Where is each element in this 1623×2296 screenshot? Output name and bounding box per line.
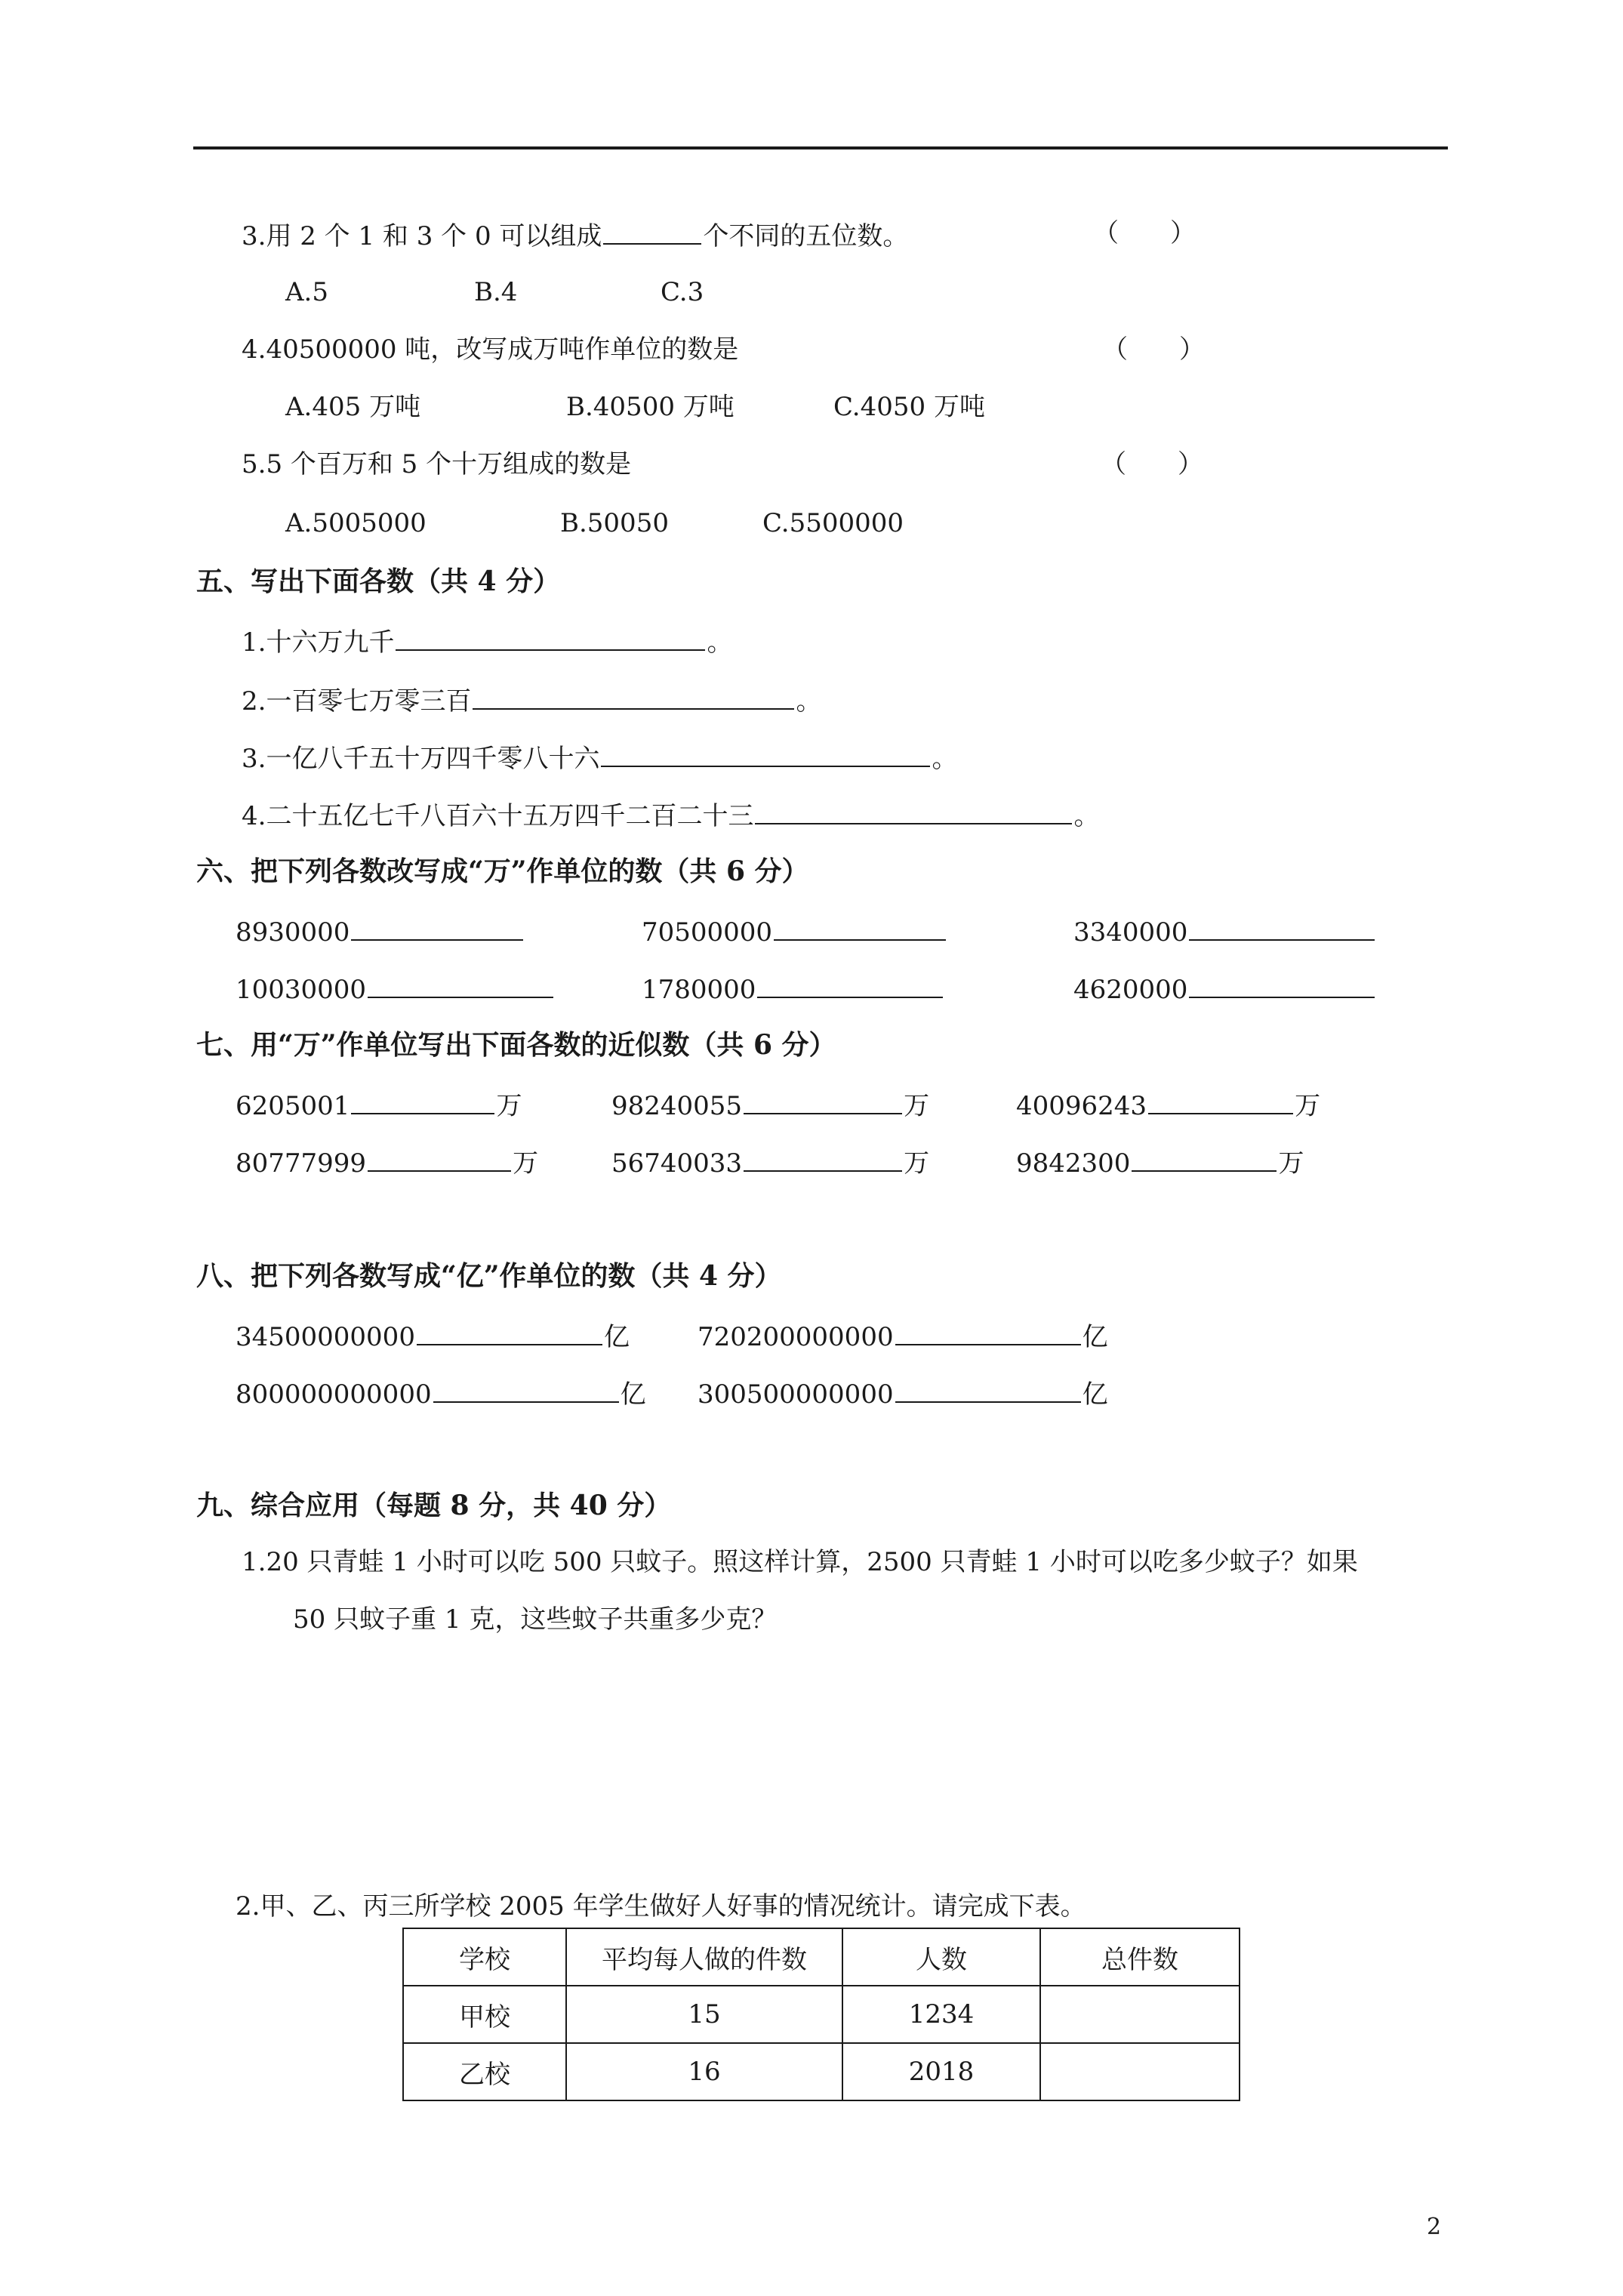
section-7-item xyxy=(1016,1090,1320,1119)
answer-blank[interactable] xyxy=(757,974,943,998)
answer-blank[interactable] xyxy=(433,1379,619,1403)
item-text: 4.二十五亿七千八百六十五万四千二百二十三 xyxy=(242,801,754,831)
number: 56740033 xyxy=(611,1148,743,1179)
answer-blank[interactable] xyxy=(351,917,523,941)
number: 70500000 xyxy=(642,917,773,948)
number: 9842300 xyxy=(1016,1148,1131,1179)
answer-blank[interactable] xyxy=(603,220,701,245)
problem-2-intro: 2.甲、乙、丙三所学校 2005 年学生做好人好事的情况统计。请完成下表。 xyxy=(236,1891,1086,1922)
table-header-cell: 平均每人做的件数 xyxy=(566,1928,842,1986)
unit: 亿 xyxy=(1082,1322,1108,1352)
number: 40096243 xyxy=(1016,1091,1147,1121)
answer-blank[interactable] xyxy=(1132,1148,1277,1172)
option-a: A.5005000 xyxy=(285,508,427,538)
answer-blank[interactable] xyxy=(1189,917,1375,941)
number: 98240055 xyxy=(611,1091,743,1121)
table-row xyxy=(403,1986,1240,2043)
unit: 万 xyxy=(496,1091,522,1121)
question-3-text-end: 个不同的五位数。 xyxy=(703,221,909,251)
option-b: B.40500 万吨 xyxy=(566,392,735,422)
number: 3340000 xyxy=(1073,917,1188,948)
section-7-heading: 七、用“万”作单位写出下面各数的近似数（共 6 分） xyxy=(196,1029,836,1061)
statistics-table xyxy=(402,1928,1240,2101)
item-text: 3.一亿八千五十万四千零八十六 xyxy=(242,744,600,774)
answer-blank[interactable] xyxy=(396,627,705,651)
section-7-item xyxy=(1016,1148,1304,1179)
table-cell: 2018 xyxy=(842,2043,1040,2100)
period: 。 xyxy=(707,627,733,658)
number: 300500000000 xyxy=(698,1379,894,1410)
number: 800000000000 xyxy=(236,1379,432,1410)
number: 34500000000 xyxy=(236,1322,415,1352)
option-a: A.405 万吨 xyxy=(285,392,421,422)
table-cell: 15 xyxy=(566,1986,842,2043)
table-header-cell: 人数 xyxy=(842,1928,1040,1986)
section-7-item xyxy=(236,1148,539,1179)
section-6-item xyxy=(236,974,555,1003)
section-5-item xyxy=(242,743,957,772)
table-header-cell: 总件数 xyxy=(1040,1928,1240,1986)
section-8-item xyxy=(236,1321,630,1350)
answer-blank[interactable] xyxy=(473,686,794,710)
section-5-item xyxy=(242,800,1099,829)
number: 6205001 xyxy=(236,1091,350,1121)
number: 1780000 xyxy=(642,975,756,1005)
number: 10030000 xyxy=(236,975,367,1005)
number: 8930000 xyxy=(236,917,350,948)
section-8-item xyxy=(698,1379,1108,1410)
unit: 亿 xyxy=(620,1379,646,1410)
period: 。 xyxy=(796,686,822,717)
answer-blank[interactable] xyxy=(774,917,946,941)
unit: 亿 xyxy=(603,1322,630,1352)
option-b: B.50050 xyxy=(560,508,669,538)
answer-blank[interactable] xyxy=(417,1321,602,1345)
table-cell: 甲校 xyxy=(403,1986,566,2043)
item-text: 2.一百零七万零三百 xyxy=(242,686,472,717)
question-5-text: 5.5 个百万和 5 个十万组成的数是 xyxy=(242,449,632,479)
table-header-cell: 学校 xyxy=(403,1928,566,1986)
section-5-item xyxy=(242,686,822,717)
answer-blank[interactable] xyxy=(351,1090,494,1114)
answer-blank[interactable] xyxy=(895,1321,1081,1345)
unit: 亿 xyxy=(1082,1379,1108,1410)
section-5-item xyxy=(242,627,733,658)
answer-paren[interactable]: （ ） xyxy=(1101,449,1203,479)
question-4-text: 4.40500000 吨，改写成万吨作单位的数是 xyxy=(242,334,739,365)
table-cell: 16 xyxy=(566,2043,842,2100)
page-number: 2 xyxy=(1427,2214,1442,2240)
section-6-item xyxy=(1073,974,1376,1003)
option-b: B.4 xyxy=(474,277,518,307)
section-6-heading: 六、把下列各数改写成“万”作单位的数（共 6 分） xyxy=(196,855,809,887)
section-7-item xyxy=(611,1148,930,1179)
answer-blank[interactable] xyxy=(1189,974,1375,998)
answer-blank[interactable] xyxy=(744,1148,902,1172)
item-text: 1.十六万九千 xyxy=(242,627,395,658)
answer-blank[interactable] xyxy=(368,1148,511,1172)
section-7-item xyxy=(611,1090,929,1119)
unit: 万 xyxy=(513,1148,539,1179)
table-row xyxy=(403,2043,1240,2100)
option-c: C.4050 万吨 xyxy=(833,392,985,422)
period: 。 xyxy=(1073,801,1100,831)
answer-paren[interactable]: （ ） xyxy=(1102,334,1205,365)
option-c: C.3 xyxy=(661,277,704,307)
section-6-item xyxy=(1073,917,1376,948)
section-8-item xyxy=(698,1321,1108,1350)
number: 720200000000 xyxy=(698,1322,894,1352)
header-rule xyxy=(193,146,1448,149)
unit: 万 xyxy=(904,1148,930,1179)
section-6-item xyxy=(642,917,947,948)
answer-blank[interactable] xyxy=(601,743,930,767)
section-6-item xyxy=(642,974,944,1003)
question-3-text: 3.用 2 个 1 和 3 个 0 可以组成 xyxy=(242,221,602,251)
option-c: C.5500000 xyxy=(762,508,904,538)
number: 4620000 xyxy=(1073,975,1188,1005)
answer-blank[interactable] xyxy=(755,800,1072,824)
section-7-item xyxy=(236,1090,522,1119)
section-6-item xyxy=(236,917,525,948)
table-cell: 1234 xyxy=(842,1986,1040,2043)
unit: 万 xyxy=(1278,1148,1304,1179)
answer-paren[interactable]: （ ） xyxy=(1093,218,1196,248)
table-cell-answer[interactable] xyxy=(1040,2043,1240,2100)
number: 80777999 xyxy=(236,1148,367,1179)
question-3 xyxy=(242,220,908,249)
section-5-heading: 五、写出下面各数（共 4 分） xyxy=(196,566,561,597)
unit: 万 xyxy=(1295,1091,1321,1121)
section-8-heading: 八、把下列各数写成“亿”作单位的数（共 4 分） xyxy=(196,1260,782,1292)
period: 。 xyxy=(932,744,958,774)
answer-blank[interactable] xyxy=(1148,1090,1293,1114)
answer-blank[interactable] xyxy=(368,974,553,998)
table-header-row xyxy=(403,1928,1240,1986)
section-9-heading: 九、综合应用（每题 8 分，共 40 分） xyxy=(196,1490,672,1521)
section-8-item xyxy=(236,1379,646,1410)
answer-blank[interactable] xyxy=(895,1379,1081,1403)
problem-1-line-1: 1.20 只青蛙 1 小时可以吃 500 只蚊子。照这样计算，2500 只青蛙 1 小时可以吃多少蚊子？如果 xyxy=(242,1547,1358,1577)
answer-blank[interactable] xyxy=(744,1090,902,1114)
unit: 万 xyxy=(904,1091,930,1121)
table-cell-answer[interactable] xyxy=(1040,1986,1240,2043)
option-a: A.5 xyxy=(285,277,328,307)
table-cell: 乙校 xyxy=(403,2043,566,2100)
problem-1-line-2: 50 只蚊子重 1 克，这些蚊子共重多少克？ xyxy=(293,1604,778,1635)
